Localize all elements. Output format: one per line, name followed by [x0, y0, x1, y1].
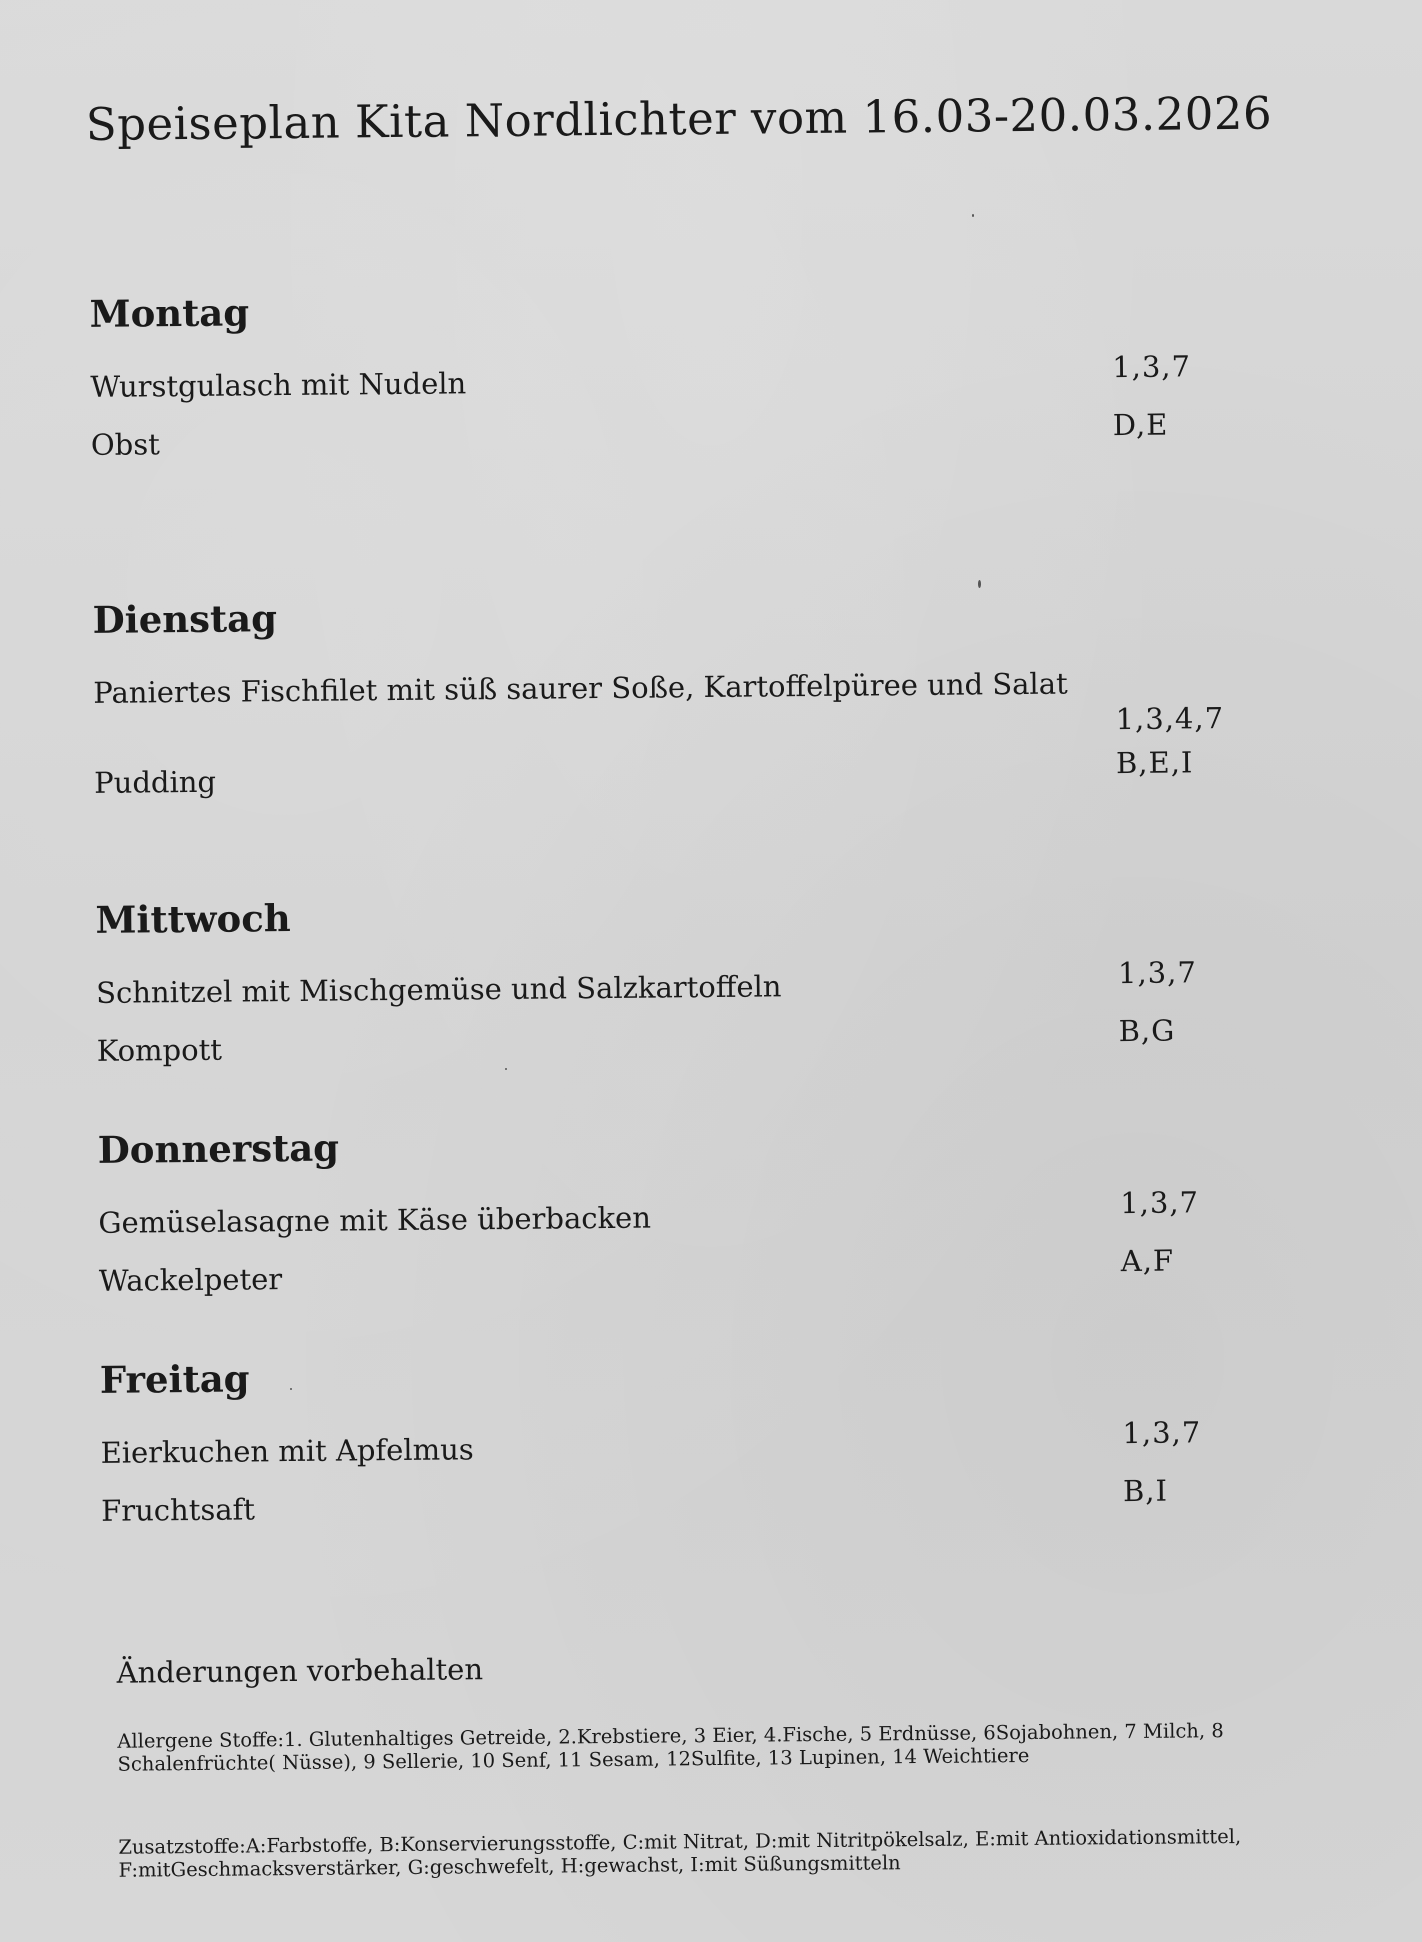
day-tuesday — [92, 587, 1274, 824]
changes-note: Änderungen vorbehalten — [116, 1652, 484, 1690]
day-heading: Donnerstag — [97, 1125, 340, 1172]
allergen-codes: B,I — [1122, 1473, 1169, 1509]
dish-name: Pudding — [94, 764, 217, 800]
page-title: Speiseplan Kita Nordlichter vom 16.03-20.03.2026 — [85, 86, 1273, 151]
allergen-codes: 1,3,7 — [1122, 1415, 1202, 1451]
dish-name: Kompott — [96, 1032, 223, 1068]
menu-item — [100, 1473, 1282, 1552]
allergen-codes: A,F — [1120, 1243, 1175, 1279]
menu-item — [98, 1243, 1280, 1322]
allergen-legend: Allergene Stoffe:1. Glutenhaltiges Getreide, 2.Krebstiere, 3 Eier, 4.Fische, 5 Erdnüsse, 6Sojabohnen, 7 Milch, 8 Schalenfrüchte( Nüsse), 9 Sellerie, 10 Senf, 11 Sesam, 12Sulfite, 13 Lupinen, 14 Weichtiere — [117, 1719, 1224, 1776]
allergen-codes: B,G — [1118, 1013, 1176, 1049]
paper-speck — [505, 1068, 507, 1070]
dish-name: Fruchtsaft — [100, 1492, 256, 1528]
day-friday — [100, 1347, 1282, 1552]
menu-item — [93, 665, 1274, 766]
dish-name: Eierkuchen mit Apfelmus — [100, 1432, 474, 1470]
day-wednesday — [95, 887, 1277, 1092]
allergen-codes: 1,3,4,7 — [1115, 701, 1225, 737]
allergen-codes: B,E,I — [1115, 745, 1194, 781]
additive-legend: Zusatzstoffe:A:Farbstoffe, B:Konservierungsstoffe, C:mit Nitrat, D:mit Nitritpökelsalz, E:mit Antioxidationsmittel, F:mitGeschmacksverstärker, G:geschwefelt, H:gewachst, I:mit Süßungsmitteln — [118, 1824, 1242, 1882]
paper-speck — [290, 1388, 292, 1390]
dish-name: Schnitzel mit Mischgemüse und Salzkartoffeln — [96, 969, 782, 1010]
allergen-codes: 1,3,7 — [1117, 955, 1197, 991]
day-heading: Dienstag — [92, 596, 278, 642]
allergen-codes: 1,3,7 — [1120, 1185, 1200, 1221]
day-monday — [89, 281, 1271, 486]
dish-name: Gemüselasagne mit Käse überbacken — [98, 1200, 652, 1240]
day-heading: Freitag — [99, 1356, 250, 1402]
menu-item — [94, 745, 1275, 824]
dish-name: Obst — [90, 427, 160, 462]
dish-name: Paniertes Fischfilet mit süß saurer Soße, Kartoffelpüree und Salat — [93, 666, 1068, 710]
dish-name: Wackelpeter — [98, 1262, 283, 1298]
paper-speck — [972, 214, 974, 217]
allergen-codes: 1,3,7 — [1112, 349, 1192, 385]
menu-item — [96, 1013, 1278, 1092]
day-heading: Mittwoch — [95, 896, 291, 942]
day-heading: Montag — [89, 290, 250, 336]
allergen-codes: D,E — [1112, 407, 1169, 443]
menu-item — [90, 407, 1272, 486]
day-thursday — [97, 1117, 1279, 1322]
dish-name: Wurstgulasch mit Nudeln — [90, 366, 467, 404]
paper-speck — [978, 580, 981, 588]
